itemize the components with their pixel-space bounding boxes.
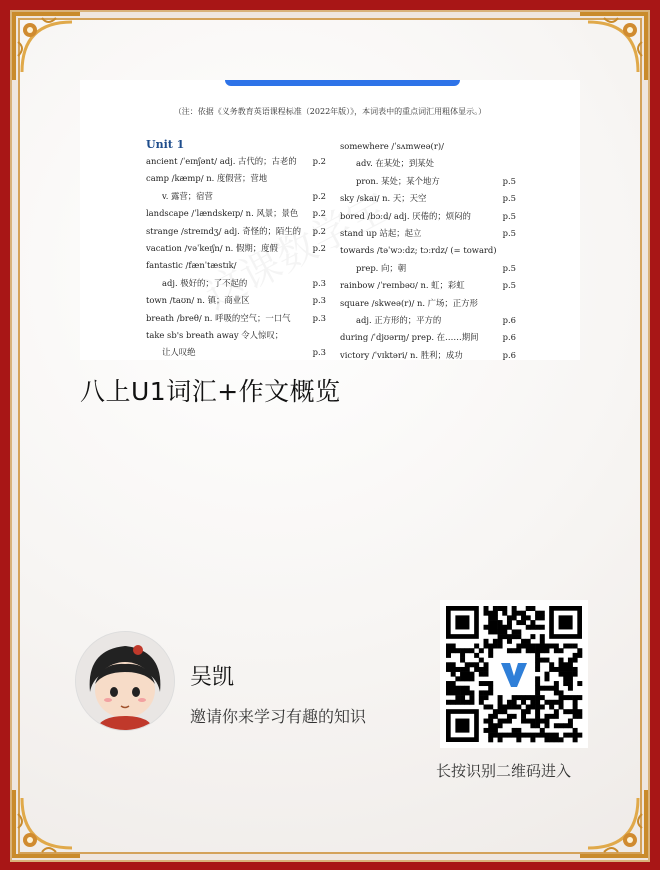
vocab-entry-text: towards /təˈwɔːdz; tɔːrdz/ (= toward) [340,245,497,256]
ornament-corner-bottom-right [578,788,648,858]
vocab-entry-page: p.5 [502,210,516,221]
vocab-entry-text: during /ˈdjʊərɪŋ/ prep. 在……期间 [340,332,479,343]
vocab-entry-page: p.2 [312,242,326,253]
vocab-entry-text: strange /streɪndʒ/ adj. 奇怪的；陌生的 [146,225,302,236]
vocab-entry-page: p.2 [312,208,326,219]
vocab-entry-text: bored /bɔːd/ adj. 厌倦的；烦闷的 [340,210,471,221]
vocab-entry-page: p.6 [502,349,516,360]
vocab-entry [146,223,326,240]
vocab-entry-page: p.3 [312,295,326,306]
vocab-entry [340,347,516,360]
vocab-entry-text: fantastic /fænˈtæstɪk/ [146,260,237,271]
vocab-entry [146,257,326,274]
post-title: 八上U1词汇+作文概览 [80,377,341,406]
vocab-entry [340,329,516,346]
cartoon-girl-avatar-icon [76,632,174,730]
vocab-entry-text: adj. 极好的；了不起的 [162,277,248,288]
vocab-entry-text: 让人叹绝 [162,347,196,358]
ornament-corner-top-left [12,12,82,82]
vocab-entry-text: prep. 向；朝 [356,262,407,273]
vocab-entry-page: p.2 [312,225,326,236]
vocab-entry [340,138,516,155]
ornament-corner-bottom-left [12,788,82,858]
vocab-entry-page: p.5 [502,175,516,186]
document-note: （注：依据《义务教育英语课程标准（2022年版）》，本词表中的重点词汇用粗体显示。） [173,107,487,116]
vocab-entry-text: adv. 在某处；到某处 [356,158,435,169]
vocab-entry [340,295,516,312]
vocab-entry [340,173,516,190]
vocab-entry [340,155,516,172]
vocab-entry [146,275,326,292]
document-header-tab [225,80,460,86]
vocab-entry-page: p.5 [502,280,516,291]
unit-title: Unit 1 [146,138,185,151]
vocab-entry-text: pron. 某处；某个地方 [356,175,440,186]
vocab-entry-page: p.3 [312,347,326,358]
vocab-entry-text: v. 露营；宿营 [162,190,213,201]
vocab-entry [340,208,516,225]
vocab-entry-text: take sb's breath away 令人惊叹； [146,329,284,340]
vocab-column-left [146,138,326,360]
vocab-entry-text: camp /kæmp/ n. 度假营；营地 [146,173,268,184]
vocabulary-page-image[interactable] [80,80,580,360]
vocab-entry [340,277,516,294]
vocab-entry-text: vacation /vəˈkeɪʃn/ n. 假期；度假 [146,242,278,253]
vocab-entry-text: rainbow /ˈreɪnbəʊ/ n. 虹；彩虹 [340,280,465,291]
qr-caption: 长按识别二维码进入 [436,762,572,780]
vocab-entry [146,240,326,257]
vocab-entry [146,205,326,222]
vocab-entry [146,153,326,170]
vocab-entry [340,242,516,259]
ornament-corner-top-right [578,12,648,82]
vocab-entry [340,260,516,277]
vocab-entry [146,327,326,344]
vocab-entry-text: ancient /ˈeɪnʃənt/ adj. 古代的；古老的 [146,156,297,166]
vocab-entry [146,170,326,187]
vocab-column-right [340,138,516,360]
qr-code[interactable] [440,600,588,748]
author-name: 吴凯 [190,665,235,690]
vocab-entry [340,190,516,207]
vocab-entry-text: breath /breθ/ n. 呼吸的空气；一口气 [146,312,291,323]
vocab-entry [146,292,326,309]
vocab-entry-page: p.2 [312,190,326,201]
vocab-entry-text: sky /skaɪ/ n. 天；天空 [340,193,427,204]
vocab-entry [146,188,326,205]
vocab-entry-text: landscape /ˈlændskeɪp/ n. 风景；景色 [146,208,299,219]
vocab-entry-page: p.5 [502,227,516,238]
vocab-entry-text: somewhere /ˈsʌmweə(r)/ [340,141,444,151]
vocab-entry-page: p.5 [502,193,516,204]
vocab-entry-text: square /skweə(r)/ n. 广场；正方形 [340,297,478,308]
qr-code-icon [440,600,588,748]
vocab-entry-page: p.2 [312,156,326,166]
vocab-entry-text: victory /ˈvɪktəri/ n. 胜利；成功 [340,349,463,360]
vocab-entry-text: adj. 正方形的；平方的 [356,314,442,325]
vocab-entry [146,310,326,327]
vocab-entry [340,225,516,242]
vocab-entry-page: p.6 [502,332,516,343]
vocab-entry-page: p.3 [312,277,326,288]
vocab-entry-page: p.3 [312,312,326,323]
vocab-entry-page: p.6 [502,314,516,325]
avatar[interactable] [76,632,174,730]
vocab-entry-page: p.5 [502,262,516,273]
vocab-entry-text: stand up 站起；起立 [340,227,422,238]
vocab-entry-text: town /taʊn/ n. 镇；商业区 [146,295,250,306]
author-tagline: 邀请你来学习有趣的知识 [190,707,367,726]
vocab-entry [146,344,326,360]
vocab-entry [340,312,516,329]
